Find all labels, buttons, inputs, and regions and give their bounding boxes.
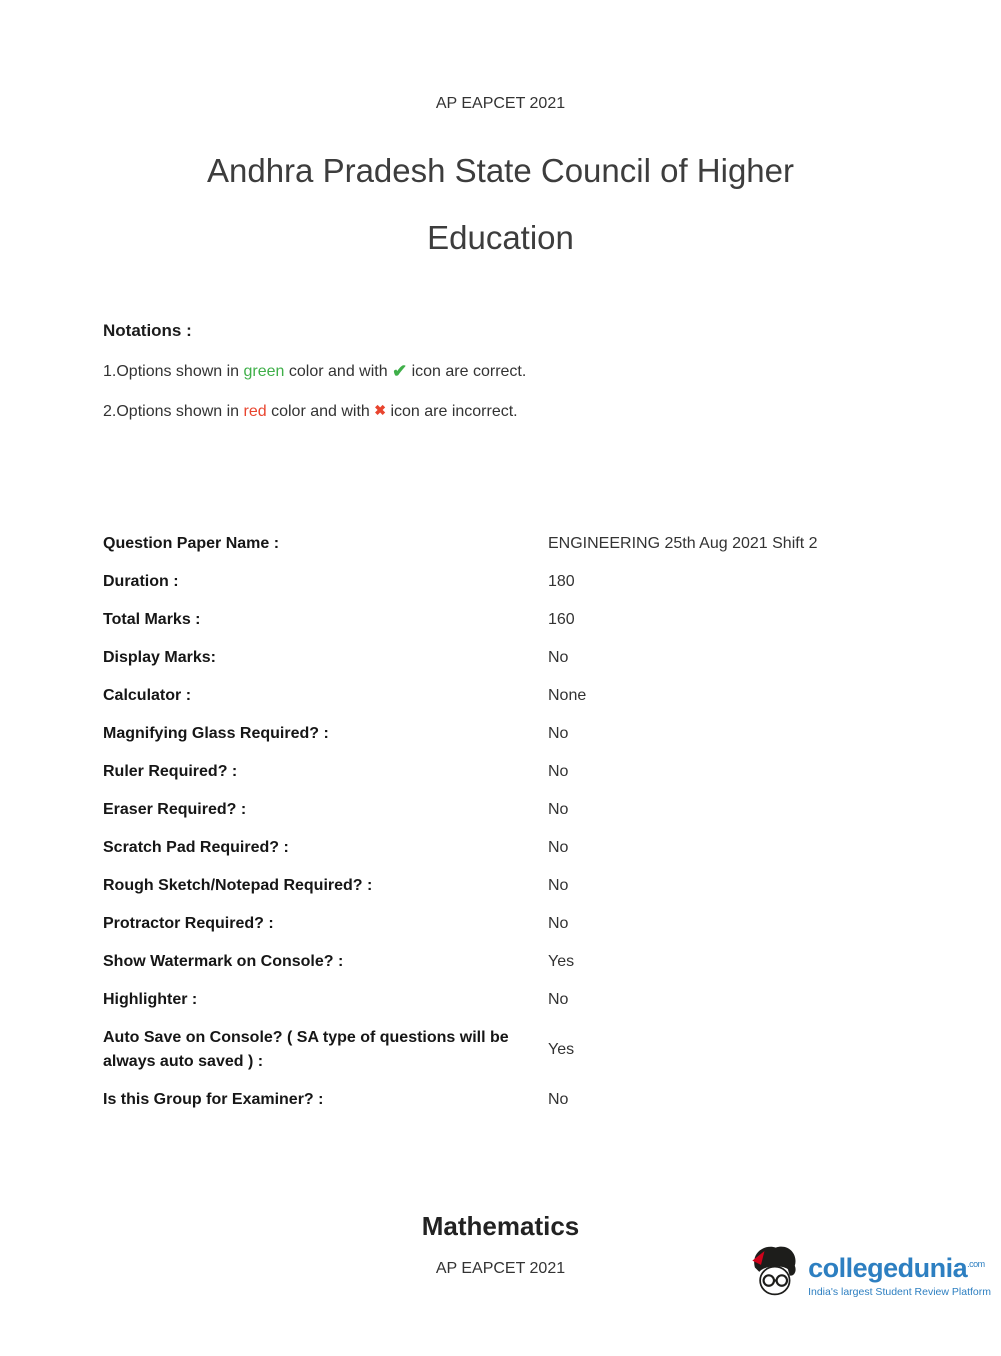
logo-brand-text: collegedunia (808, 1253, 968, 1283)
detail-label: Protractor Required? : (103, 915, 274, 932)
detail-label: Display Marks: (103, 649, 216, 666)
detail-row (103, 563, 898, 601)
detail-value: Yes (548, 1041, 575, 1058)
detail-value: No (548, 877, 569, 894)
subject-exam-label: AP EAPCET 2021 (435, 1260, 566, 1277)
page-title-line1: Andhra Pradesh State Council of Higher (206, 152, 794, 189)
detail-value: No (548, 725, 569, 742)
detail-label: Highlighter : (103, 991, 198, 1008)
notation1-color-word: green (243, 363, 285, 380)
detail-value: None (548, 687, 587, 704)
detail-label: Duration : (103, 573, 179, 590)
detail-label: Total Marks : (103, 611, 201, 628)
page-title (0, 137, 1001, 271)
details-table (103, 525, 898, 1119)
detail-row (103, 1019, 898, 1081)
detail-value: ENGINEERING 25th Aug 2021 Shift 2 (548, 535, 818, 552)
content-area (0, 321, 1001, 1119)
detail-row (103, 601, 898, 639)
detail-label: Ruler Required? : (103, 763, 238, 780)
detail-row (103, 639, 898, 677)
page-title-line2: Education (427, 219, 574, 256)
detail-row (103, 1081, 898, 1119)
detail-value: No (548, 991, 569, 1008)
detail-label: Question Paper Name : (103, 535, 280, 552)
detail-value: No (548, 1091, 569, 1108)
detail-row (103, 905, 898, 943)
detail-row (103, 677, 898, 715)
detail-row (103, 715, 898, 753)
notation1-prefix: 1.Options shown in (103, 363, 244, 380)
detail-row (103, 753, 898, 791)
notation-item-incorrect (103, 402, 898, 421)
detail-row (103, 525, 898, 563)
notation-item-correct (103, 361, 898, 382)
cross-icon: ✖ (374, 402, 386, 418)
detail-value: No (548, 763, 569, 780)
notation2-middle: color and with (266, 403, 375, 420)
subject-title: Mathematics (421, 1211, 580, 1241)
notations-heading: Notations : (103, 321, 192, 340)
detail-row (103, 867, 898, 905)
detail-label: Eraser Required? : (103, 801, 247, 818)
detail-label: Is this Group for Examiner? : (103, 1091, 324, 1108)
detail-value: No (548, 801, 569, 818)
notation1-middle: color and with (284, 363, 393, 380)
collegedunia-logo (748, 1243, 991, 1304)
detail-label: Calculator : (103, 687, 192, 704)
detail-value: No (548, 915, 569, 932)
detail-value: No (548, 649, 569, 666)
notation2-color-word: red (243, 403, 267, 420)
collegedunia-mascot-icon (748, 1243, 800, 1304)
detail-value: 180 (548, 573, 575, 590)
logo-wordmark (808, 1249, 991, 1283)
detail-row (103, 981, 898, 1019)
logo-tagline: India's largest Student Review Platform (808, 1286, 991, 1298)
detail-label: Rough Sketch/Notepad Required? : (103, 877, 373, 894)
detail-row (103, 791, 898, 829)
detail-value: No (548, 839, 569, 856)
logo-text-block (808, 1249, 991, 1298)
notation2-suffix: icon are incorrect. (386, 403, 518, 420)
detail-label: Scratch Pad Required? : (103, 839, 289, 856)
notation2-prefix: 2.Options shown in (103, 403, 244, 420)
exam-top-label: AP EAPCET 2021 (435, 95, 566, 112)
detail-row (103, 829, 898, 867)
detail-label: Auto Save on Console? ( SA type of questions will be always auto saved ) : (103, 1029, 509, 1070)
detail-row (103, 943, 898, 981)
detail-value: 160 (548, 611, 575, 628)
notation1-suffix: icon are correct. (407, 363, 527, 380)
logo-tld-text: .com (967, 1259, 985, 1269)
detail-value: Yes (548, 953, 575, 970)
detail-label: Magnifying Glass Required? : (103, 725, 329, 742)
detail-label: Show Watermark on Console? : (103, 953, 344, 970)
check-icon: ✔ (392, 361, 408, 381)
